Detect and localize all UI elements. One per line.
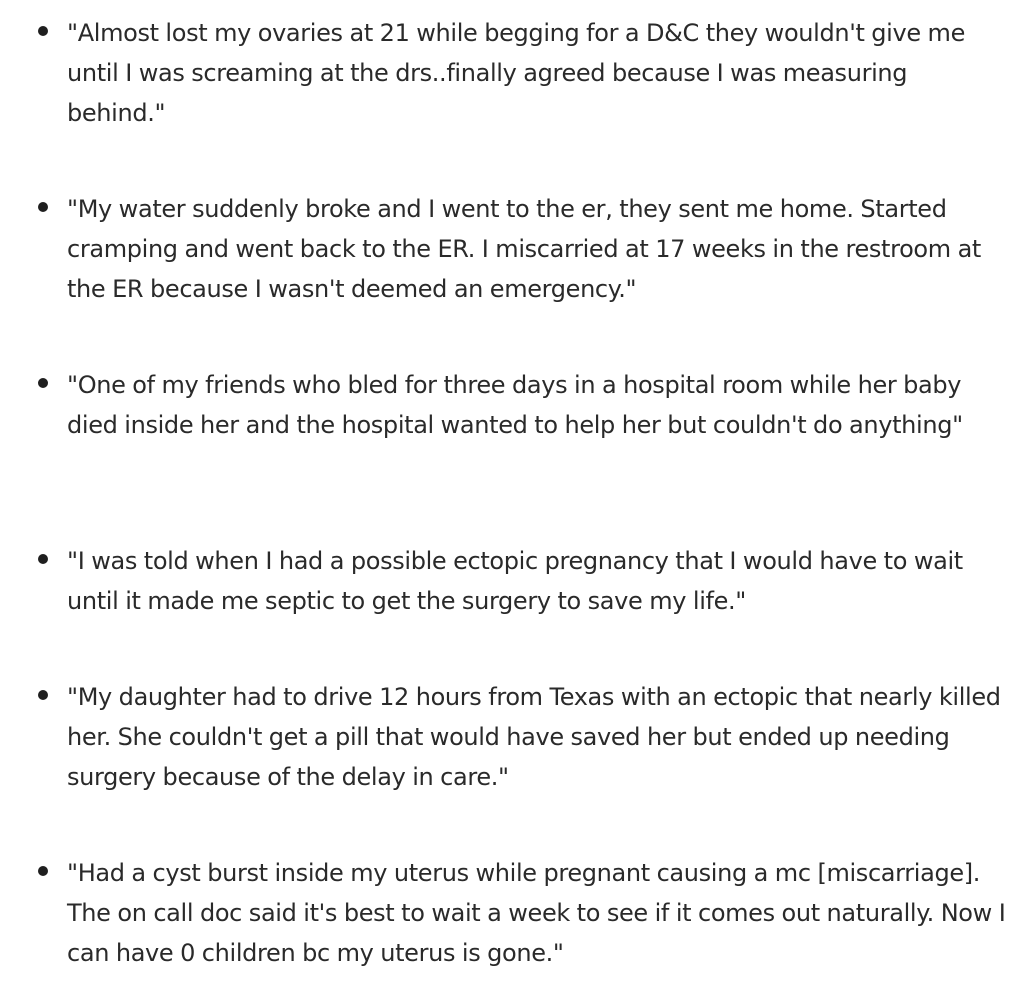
bullet-icon (38, 26, 48, 36)
bullet-icon (38, 866, 48, 876)
bullet-icon (38, 202, 48, 212)
quote-text: "My water suddenly broke and I went to the er, they sent me home. Started cramping and went back to the ER. I miscarried at 17 weeks in the restroom at the ER because I wasn't deemed an emergency." (67, 195, 981, 303)
quote-text: "Almost lost my ovaries at 21 while begging for a D&C they wouldn't give me until I was screaming at the drs..finally agreed because I was measuring behind." (67, 19, 965, 127)
bullet-icon (38, 378, 48, 388)
quote-text: "Had a cyst burst inside my uterus while pregnant causing a mc [miscarriage]. The on call doc said it's best to wait a week to see if it comes out naturally. Now I can have 0 children bc my uterus is gone." (67, 859, 1006, 967)
quote-text: "One of my friends who bled for three days in a hospital room while her baby died inside her and the hospital wanted to help her but couldn't do anything" (67, 371, 963, 439)
bullet-icon (38, 554, 48, 564)
quote-text: "My daughter had to drive 12 hours from Texas with an ectopic that nearly killed her. She couldn't get a pill that would have saved her but ended up needing surgery because of the delay in care." (67, 683, 1001, 791)
bullet-icon (38, 690, 48, 700)
quote-text: "I was told when I had a possible ectopic pregnancy that I would have to wait until it made me septic to get the surgery to save my life." (67, 547, 963, 615)
